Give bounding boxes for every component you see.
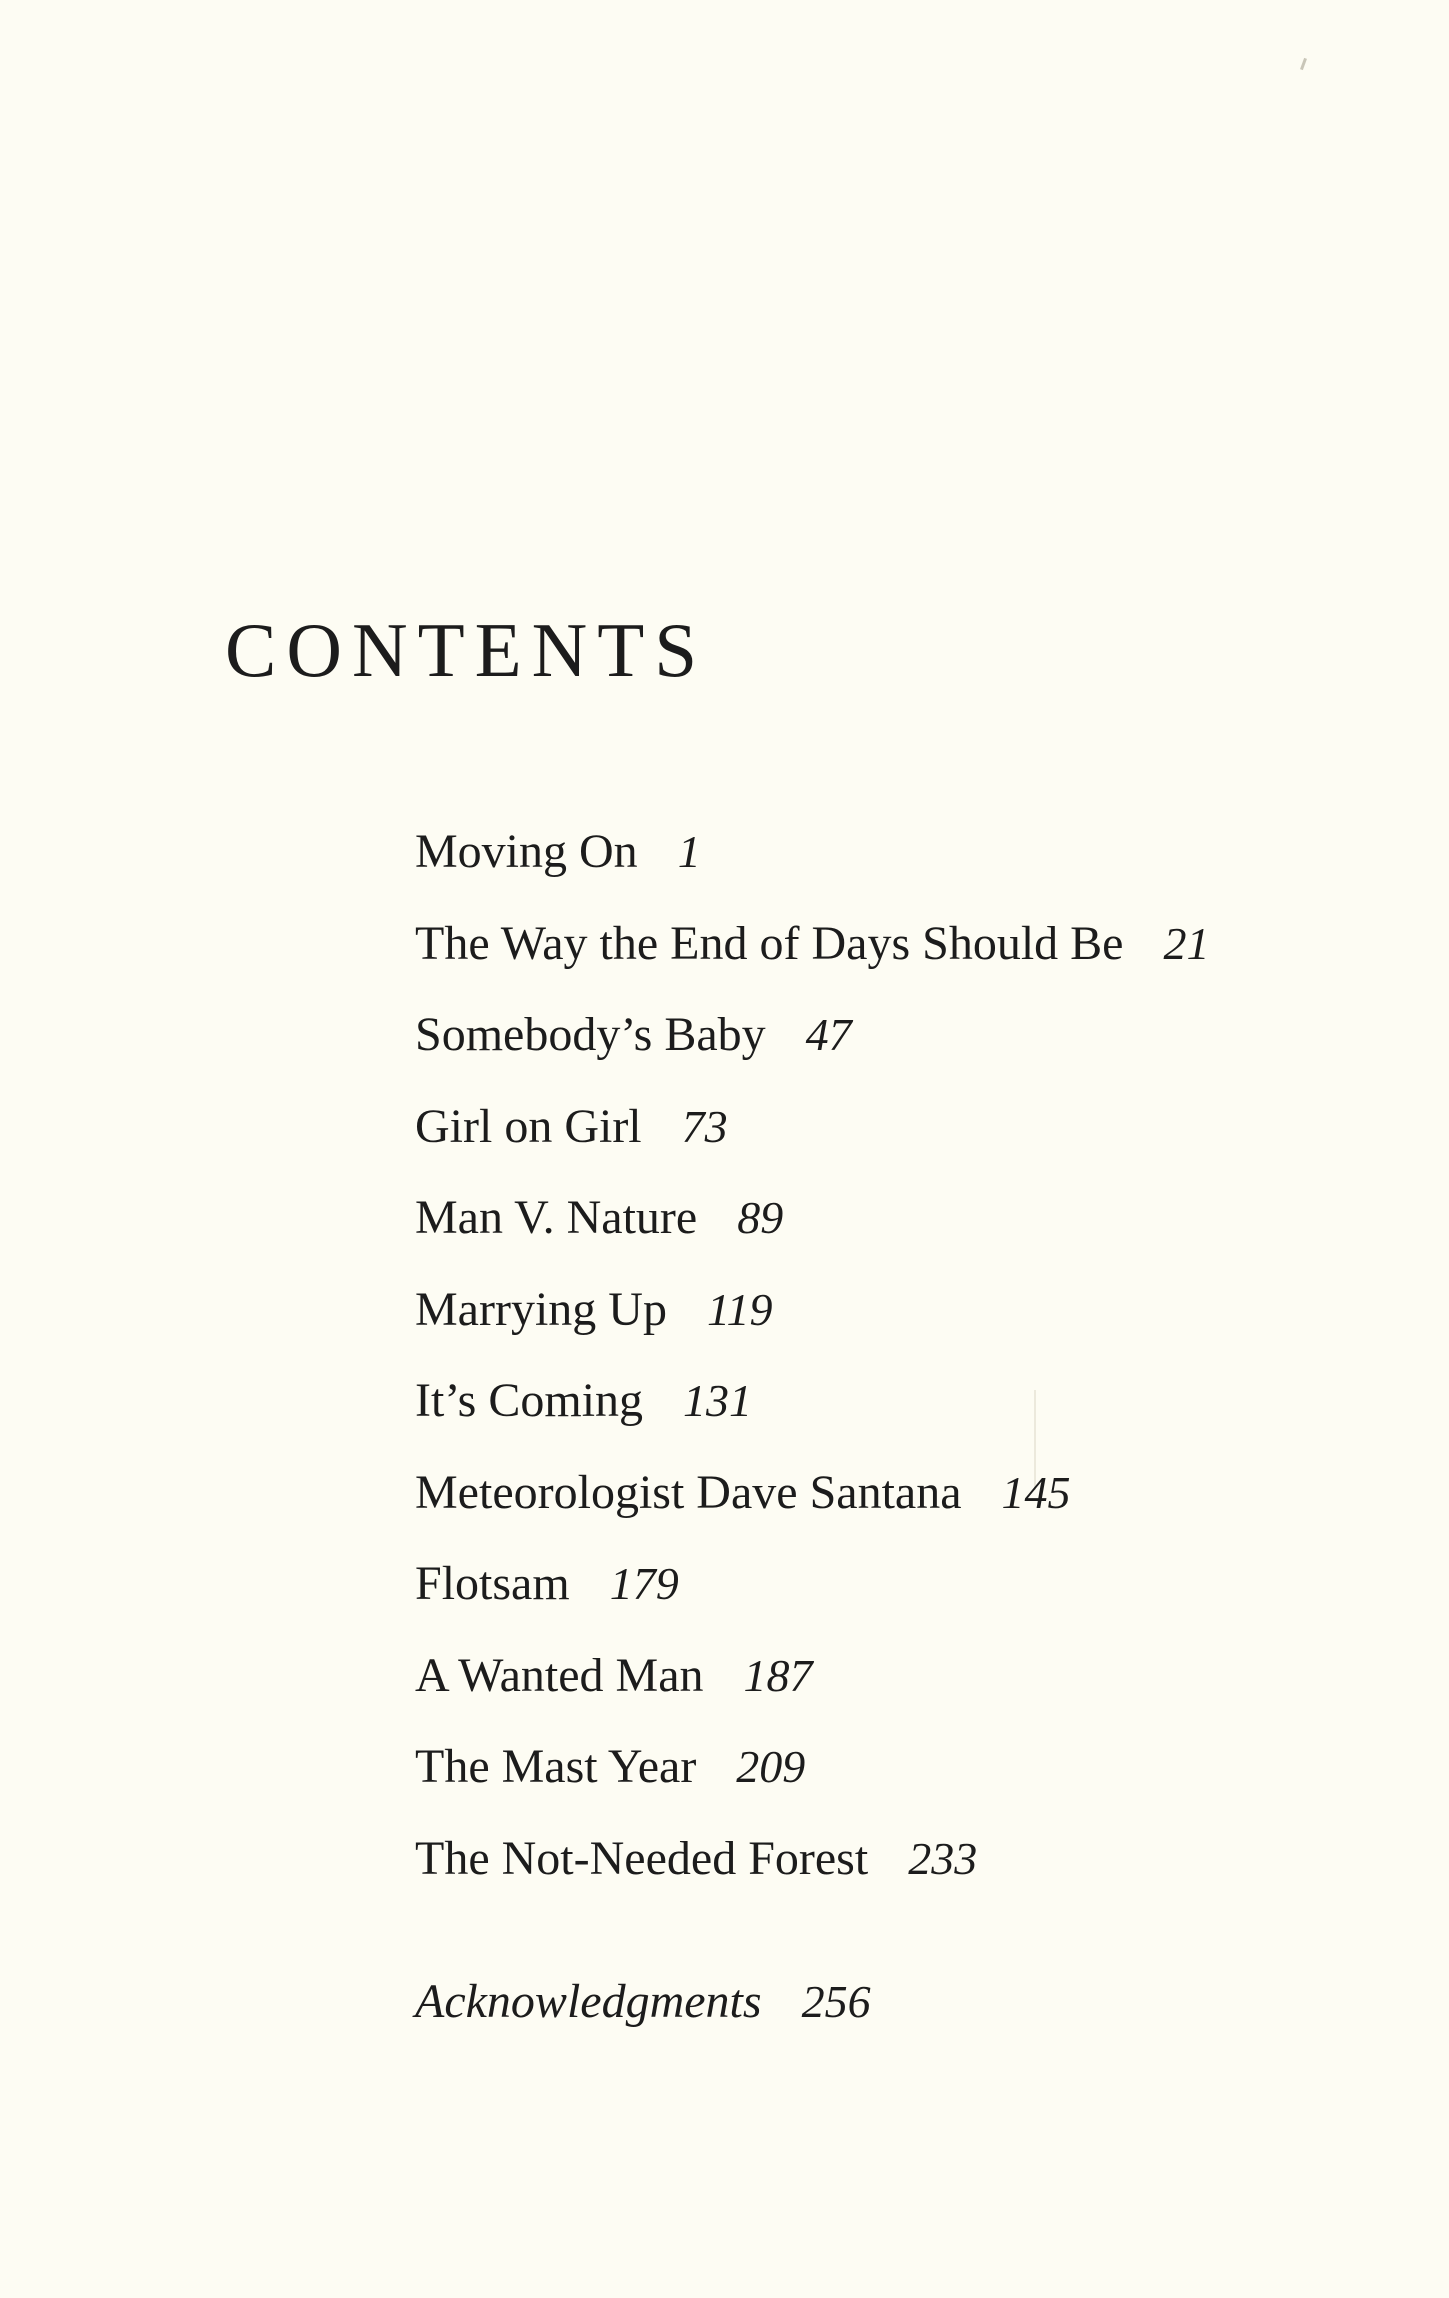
toc-entry [415, 1737, 1315, 1829]
toc-entry-page: 145 [1001, 1466, 1071, 1518]
toc-entry [415, 1371, 1315, 1463]
toc-entry-page: 1 [677, 826, 701, 877]
toc-entry [415, 1280, 1315, 1372]
toc-entry-page: 47 [805, 1009, 852, 1060]
acknowledgments-page: 256 [801, 1976, 871, 2027]
toc-entry-title: It’s Coming [415, 1374, 644, 1427]
toc-entry-title: Flotsam [415, 1557, 570, 1610]
toc-entry-page: 89 [737, 1192, 784, 1243]
toc-entry [415, 1554, 1315, 1646]
toc-entry-title: Girl on Girl [415, 1099, 642, 1153]
toc-entry-page: 209 [736, 1741, 806, 1792]
acknowledgments-entry [415, 1972, 871, 2032]
toc-entry-title: The Mast Year [415, 1740, 697, 1793]
toc-entry-title: Man V. Nature [415, 1191, 698, 1244]
acknowledgments-title: Acknowledgments [415, 1975, 762, 2028]
toc-entry [415, 1829, 1315, 1921]
toc-entry-page: 21 [1163, 917, 1210, 969]
toc-entry-title: Moving On [415, 825, 638, 878]
toc-entry [415, 1005, 1315, 1097]
page-title: CONTENTS [225, 607, 708, 693]
toc-entry-page: 179 [609, 1558, 679, 1609]
toc-entry-title: Meteorologist Dave Santana [415, 1465, 962, 1519]
table-of-contents [415, 822, 1315, 1920]
toc-entry-title: A Wanted Man [415, 1648, 704, 1702]
toc-entry [415, 1188, 1315, 1280]
toc-entry [415, 914, 1315, 1006]
toc-entry-title: The Not-Needed Forest [415, 1831, 869, 1885]
toc-entry [415, 1097, 1315, 1189]
paper-speck [1300, 58, 1307, 70]
toc-entry-title: Somebody’s Baby [415, 1008, 766, 1061]
toc-entry [415, 822, 1315, 914]
toc-entry [415, 1463, 1315, 1555]
toc-entry-page: 233 [908, 1832, 978, 1884]
toc-entry-page: 187 [743, 1649, 813, 1701]
toc-entry-title: Marrying Up [415, 1282, 667, 1336]
toc-entry-page: 131 [683, 1375, 753, 1426]
toc-entry-page: 73 [681, 1100, 728, 1152]
toc-entry [415, 1646, 1315, 1738]
toc-entry-title: The Way the End of Days Should Be [415, 916, 1124, 970]
toc-entry-page: 119 [706, 1283, 773, 1335]
